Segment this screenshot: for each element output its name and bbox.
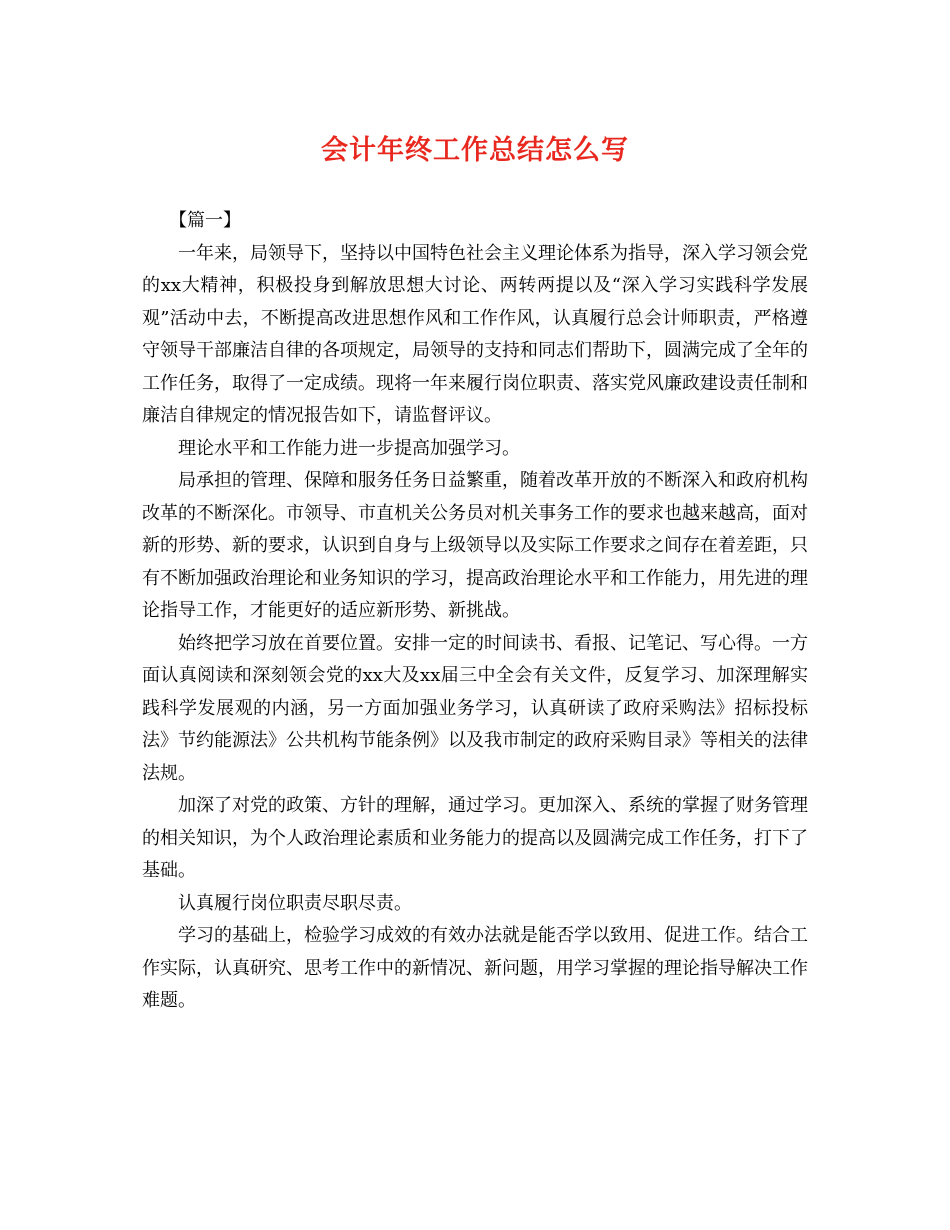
- document-title: 会计年终工作总结怎么写: [321, 135, 629, 166]
- paragraph-1: 一年来，局领导下，坚持以中国特色社会主义理论体系为指导，深入学习领会党的xx大精神，积极投身到解放思想大讨论、两转两提以及“深入学习实践科学发展观”活动中去，不断提高改进思想作风和工作作风，认真履行总会计师职责，严格遵守领导干部廉洁自律的各项规定，局领导的支持和同志们帮助下，圆满完成了全年的工作任务，取得了一定成绩。现将一年来履行岗位职责、落实党风廉政建设责任制和廉洁自律规定的情况报告如下，请监督评议。: [142, 242, 808, 426]
- paragraph-2: 理论水平和工作能力进一步提高加强学习。: [178, 437, 520, 459]
- paragraph-5: 加深了对党的政策、方针的理解，通过学习。更加深入、系统的掌握了财务管理的相关知识，为个人政治理论素质和业务能力的提高以及圆满完成工作任务，打下了基础。: [142, 795, 808, 881]
- paragraph-4: 始终把学习放在首要位置。安排一定的时间读书、看报、记笔记、写心得。一方面认真阅读和深刻领会党的xx大及xx届三中全会有关文件，反复学习、加深理解实践科学发展观的内涵，另一方面加强业务学习，认真研读了政府采购法》招标投标法》节约能源法》公共机构节能条例》以及我市制定的政府采购目录》等相关的法律法规。: [142, 632, 808, 784]
- paragraph-6: 认真履行岗位职责尽职尽责。: [178, 892, 412, 914]
- paragraph-3: 局承担的管理、保障和服务任务日益繁重，随着改革开放的不断深入和政府机构改革的不断深化。市领导、市直机关公务员对机关事务工作的要求也越来越高，面对新的形势、新的要求，认识到自身与上级领导以及实际工作要求之间存在着差距，只有不断加强政治理论和业务知识的学习，提高政治理论水平和工作能力，用先进的理论指导工作，才能更好的适应新形势、新挑战。: [142, 470, 808, 621]
- document-body: [142, 205, 808, 1018]
- paragraph-7: 学习的基础上，检验学习成效的有效办法就是能否学以致用、促进工作。结合工作实际，认真研究、思考工作中的新情况、新问题，用学习掌握的理论指导解决工作难题。: [142, 925, 808, 1011]
- section-label: 【篇一】: [169, 210, 241, 231]
